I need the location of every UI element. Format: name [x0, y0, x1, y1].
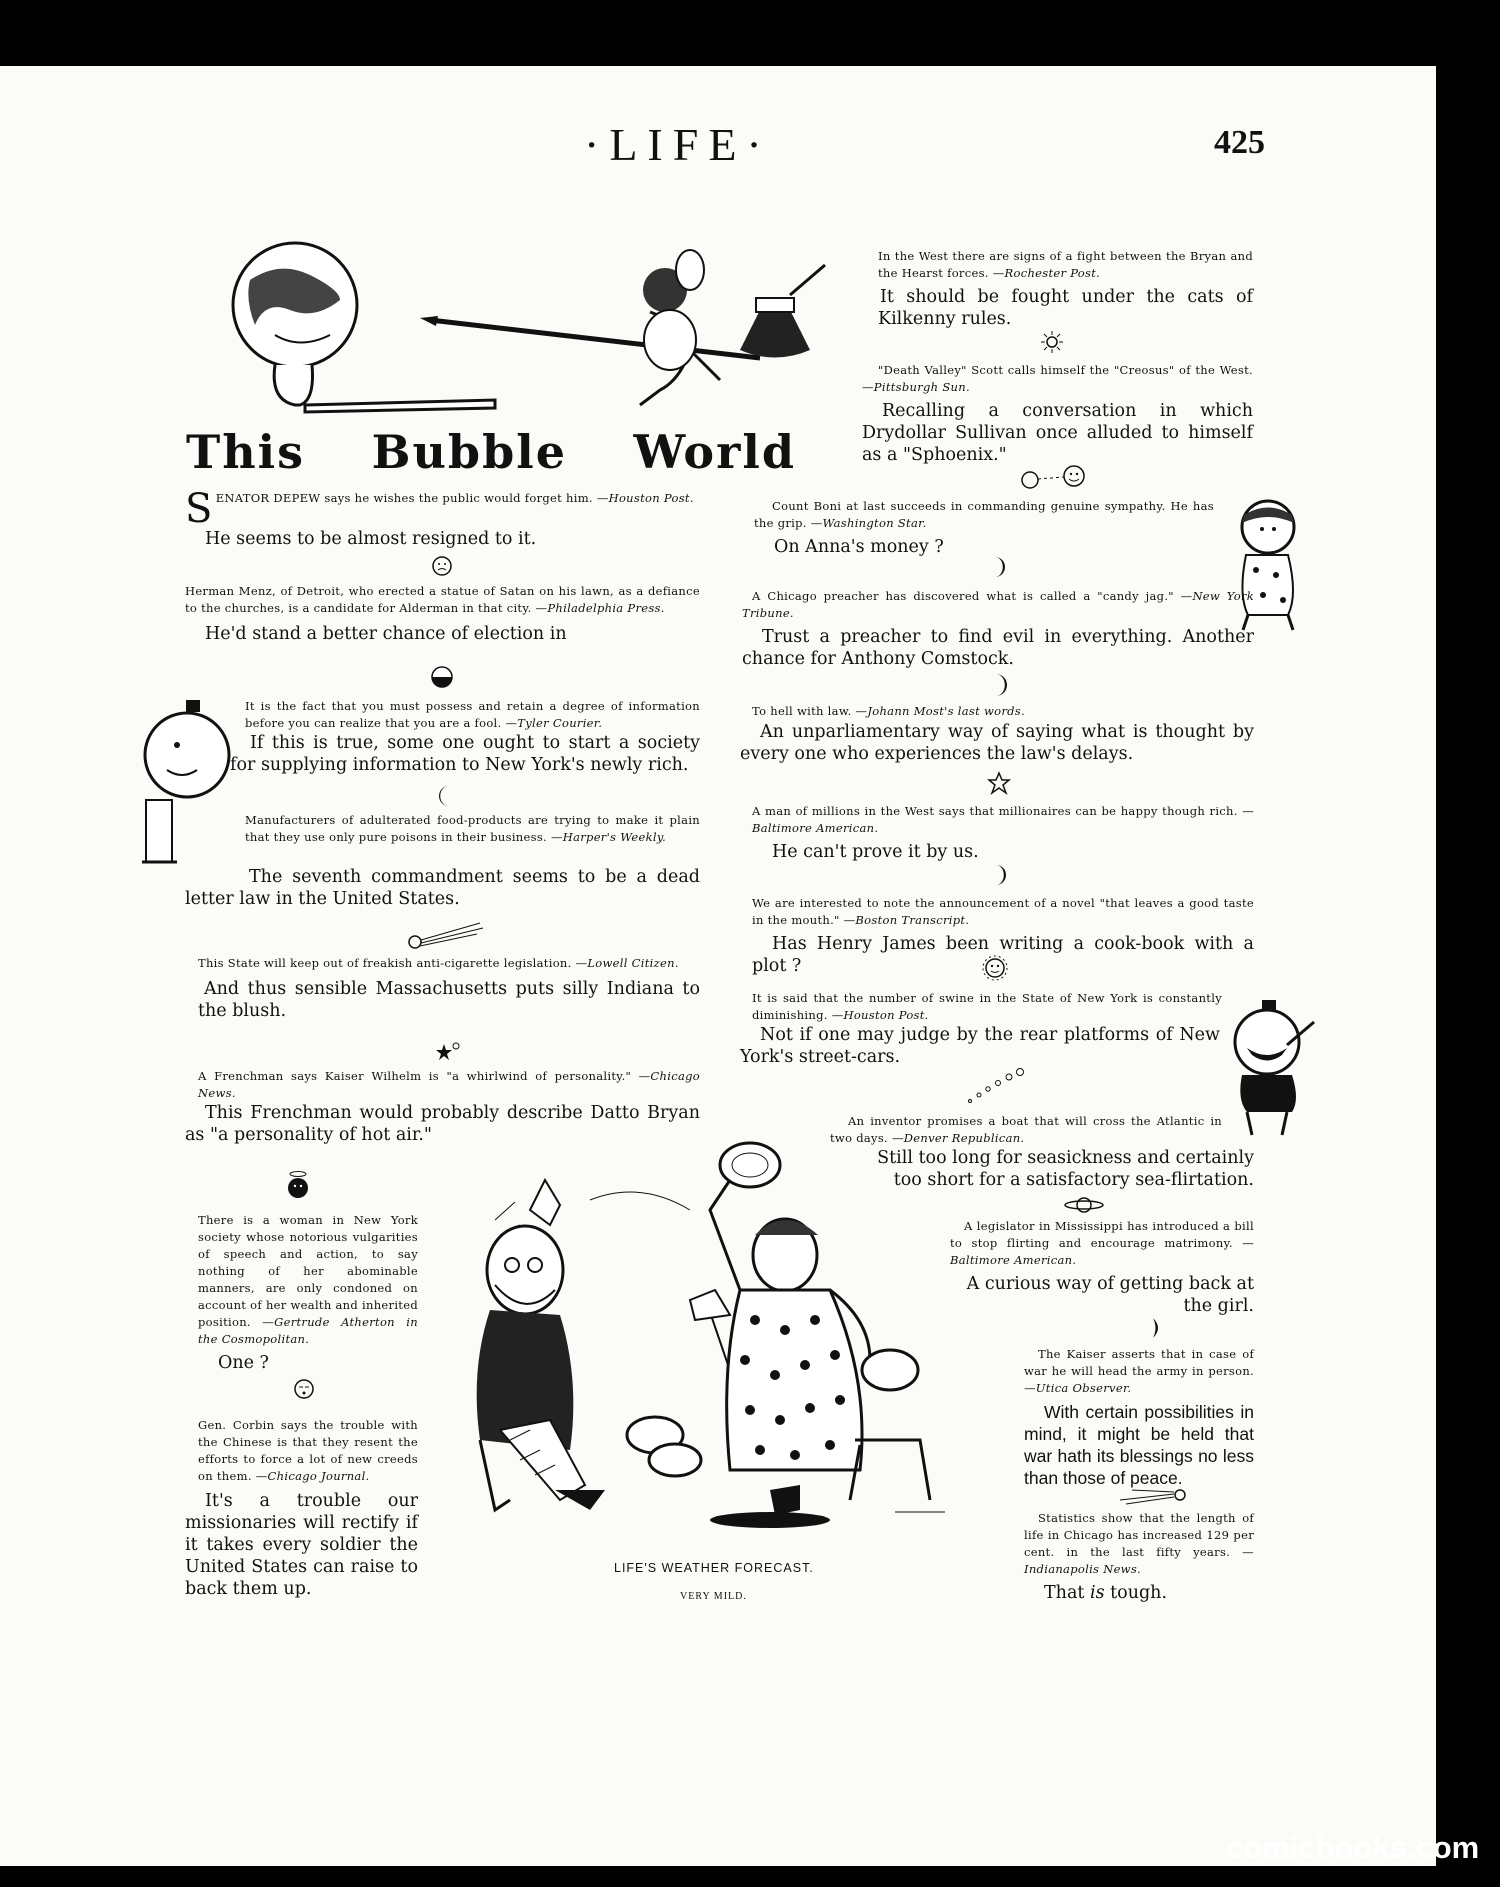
quote: "Death Valley" Scott calls himself the "Creosus" of the West.	[878, 363, 1253, 377]
quote: Count Boni at last succeeds in commanding genuine sympathy. He has the grip.	[754, 499, 1214, 530]
masthead: ·LIFE·	[584, 119, 772, 170]
comment: It should be fought under the cats of Kilkenny rules.	[878, 287, 1253, 329]
quote: Gen. Corbin says the trouble with the Chinese is that they resent the efforts to force a lot of new creeds on them.	[198, 1418, 418, 1483]
source: —Houston Post.	[831, 1008, 929, 1022]
cartoon-caption: LIFE'S WEATHER FORECAST.	[614, 1561, 814, 1575]
watermark: comicbooks.com	[1226, 1830, 1480, 1865]
comment: Still too long for seasickness and certainly too short for a satisfactory sea-flirtation.	[877, 1148, 1254, 1190]
title-word: World	[633, 425, 796, 479]
bubble-item	[742, 588, 1254, 670]
bubble-item-comment	[185, 866, 700, 910]
comment: A curious way of getting back at the girl.	[966, 1274, 1254, 1316]
title-word: This	[186, 425, 306, 479]
moon-sliver-icon	[1151, 1317, 1161, 1339]
eclipse-faces-icon	[1018, 464, 1088, 492]
bubble-item	[198, 955, 700, 1022]
title-word: Bubble	[371, 425, 567, 479]
quote: To hell with law.	[752, 704, 852, 718]
source: —Tyler Courier.	[505, 716, 603, 730]
bubble-item	[245, 698, 700, 732]
quote: A Chicago preacher has discovered what is called a "candy jag."	[752, 589, 1174, 603]
comment: On Anna's money ?	[774, 537, 944, 557]
quote: Herman Menz, of Detroit, who erected a statue of Satan on his lawn, as a defiance to the churches, is a candidate for Alderman in that city.	[185, 584, 700, 615]
comment: He'd stand a better chance of election in	[205, 624, 567, 644]
comment-text: tough.	[1104, 1583, 1168, 1603]
source: —New York Tribune.	[742, 589, 1254, 620]
source: —Johann Most's last words.	[855, 704, 1025, 718]
bubble-item	[752, 803, 1254, 863]
comment: Recalling a conversation in which Drydollar Sullivan once alluded to himself as a "Sphoenix."	[862, 401, 1253, 465]
quote: It is the fact that you must possess and retain a degree of information before you can realize that you are a fool.	[245, 699, 700, 730]
source: —Denver Republican.	[891, 1131, 1025, 1145]
quote: It is said that the number of swine in the State of New York is constantly diminishing.	[752, 991, 1222, 1022]
quote: There is a woman in New York society whose notorious vulgarities of speech and action, to say nothing of her abominable manners, are only condoned on account of her wealth and inherited position.	[198, 1213, 418, 1329]
bubble-item	[1024, 1510, 1254, 1604]
bubble-item-comment	[848, 1147, 1254, 1191]
bubble-pipe-illustration	[220, 240, 820, 430]
sun-face-icon	[982, 955, 1008, 981]
bubble-item	[185, 583, 700, 645]
sleepy-face-icon	[293, 1378, 315, 1400]
source: —Harper's Weekly.	[550, 830, 667, 844]
source: —Houston Post.	[596, 491, 694, 505]
star-icon	[988, 772, 1010, 794]
crescent-moon-icon	[993, 556, 1005, 578]
bubble-item-comment	[230, 732, 700, 776]
source: —Baltimore American.	[950, 1236, 1254, 1267]
bubble-item	[862, 362, 1253, 466]
crescent-moon-icon	[992, 673, 1006, 697]
comment: This Frenchman would probably describe Datto Bryan as "a personality of hot air."	[185, 1103, 700, 1145]
bubble-item	[1024, 1346, 1254, 1489]
bubble-item	[752, 703, 1254, 720]
bubble-item-comment	[740, 1024, 1220, 1068]
star-cluster-icon	[436, 1040, 462, 1064]
bubble-item-comment	[185, 1490, 418, 1600]
source: —Chicago News.	[198, 1069, 700, 1100]
bubble-item-comment	[740, 721, 1254, 765]
comment: Not if one may judge by the rear platforms of New York's street-cars.	[740, 1025, 1220, 1067]
comment: And thus sensible Massachusetts puts silly Indiana to the blush.	[198, 979, 700, 1021]
quote: A legislator in Mississippi has introduced a bill to stop flirting and encourage matrimony.	[950, 1219, 1254, 1250]
comment: With certain possibilities in mind, it might be held that war hath its blessings no less than those of peace.	[1024, 1402, 1254, 1488]
shooting-star-icon	[1118, 1484, 1188, 1506]
quote: A man of millions in the West says that millionaires can be happy though rich.	[752, 804, 1238, 818]
source: —Gertrude Atherton in the Cosmopolitan.	[198, 1315, 418, 1346]
comment: Has Henry James been writing a cook-book with a plot ?	[752, 934, 1254, 976]
facing-page-edge	[0, 66, 59, 1866]
cartoon-subcaption: VERY MILD.	[680, 1591, 747, 1602]
source: —Chicago Journal.	[255, 1469, 370, 1483]
bubble-item	[198, 1212, 418, 1374]
crescent-moon-icon	[437, 784, 455, 808]
source: —Baltimore American.	[752, 804, 1254, 835]
crescent-moon-icon	[994, 864, 1006, 886]
half-moon-icon	[430, 665, 454, 689]
quote: A Frenchman says Kaiser Wilhelm is "a whirlwind of personality."	[198, 1069, 632, 1083]
mustache-man-illustration	[1222, 1000, 1317, 1140]
source: —Pittsburgh Sun.	[862, 380, 970, 394]
quote: This State will keep out of freakish anti-cigarette legislation.	[198, 956, 572, 970]
quote: In the West there are signs of a fight between the Bryan and the Hearst forces.	[878, 249, 1253, 280]
saturn-icon	[1064, 1194, 1104, 1216]
page-title	[186, 425, 796, 479]
page-number: 425	[1214, 124, 1265, 161]
quote: Statistics show that the length of life in Chicago has increased 129 per cent. in the last fifty years.	[1024, 1511, 1254, 1559]
weather-forecast-cartoon	[440, 1140, 1010, 1540]
bubble-item	[830, 1113, 1222, 1147]
source: —Indianapolis News.	[1024, 1545, 1254, 1576]
comment: The seventh commandment seems to be a dead letter law in the United States.	[185, 867, 700, 909]
quote: The Kaiser asserts that in case of war he will head the army in person.	[1024, 1347, 1254, 1378]
comment: He can't prove it by us.	[772, 842, 979, 862]
sun-icon	[1040, 330, 1064, 354]
source: —Philadelphia Press.	[535, 601, 665, 615]
dotted-trail-icon	[965, 1065, 1025, 1105]
bubble-item	[198, 1417, 418, 1485]
comment: He seems to be almost resigned to it.	[205, 529, 537, 549]
dark-moon-halo-icon	[284, 1170, 312, 1200]
source: —Boston Transcript.	[843, 913, 970, 927]
source: —Lowell Citizen.	[575, 956, 679, 970]
bubble-item	[950, 1218, 1254, 1317]
source: —Utica Observer.	[1024, 1381, 1132, 1395]
moon-man-illustration	[132, 700, 232, 870]
comment-emphasis: is	[1089, 1583, 1105, 1603]
comment-text: That	[1044, 1583, 1090, 1603]
bubble-item	[754, 498, 1214, 558]
quote: Manufacturers of adulterated food-products are trying to make it plain that they use only pure poisons in their business.	[245, 813, 700, 844]
drop-cap: S	[185, 486, 213, 532]
comment: Trust a preacher to find evil in everything. Another chance for Anthony Comstock.	[742, 627, 1254, 669]
source: —Washington Star.	[810, 516, 927, 530]
bubble-item	[878, 248, 1253, 330]
quote: An inventor promises a boat that will cross the Atlantic in two days.	[830, 1114, 1222, 1145]
quote: We are interested to note the announcement of a novel "that leaves a good taste in the mouth."	[752, 896, 1254, 927]
comment: If this is true, some one ought to start a society for supplying information to New York's newly rich.	[230, 733, 700, 775]
comment: It's a trouble our missionaries will rectify if it takes every soldier the United States can raise to back them up.	[185, 1491, 418, 1599]
comment: One ?	[218, 1353, 269, 1373]
bubble-item	[245, 812, 700, 846]
bubble-item	[198, 1068, 700, 1102]
comet-icon	[405, 920, 485, 950]
source: —Rochester Post.	[992, 266, 1101, 280]
bubble-item	[752, 990, 1222, 1024]
bubble-item	[185, 486, 700, 550]
quote: ENATOR DEPEW says he wishes the public would forget him.	[215, 491, 593, 505]
comment	[1024, 1582, 1254, 1604]
comment: An unparliamentary way of saying what is thought by every one who experiences the law's delays.	[740, 722, 1254, 764]
frown-face-icon	[431, 555, 453, 577]
